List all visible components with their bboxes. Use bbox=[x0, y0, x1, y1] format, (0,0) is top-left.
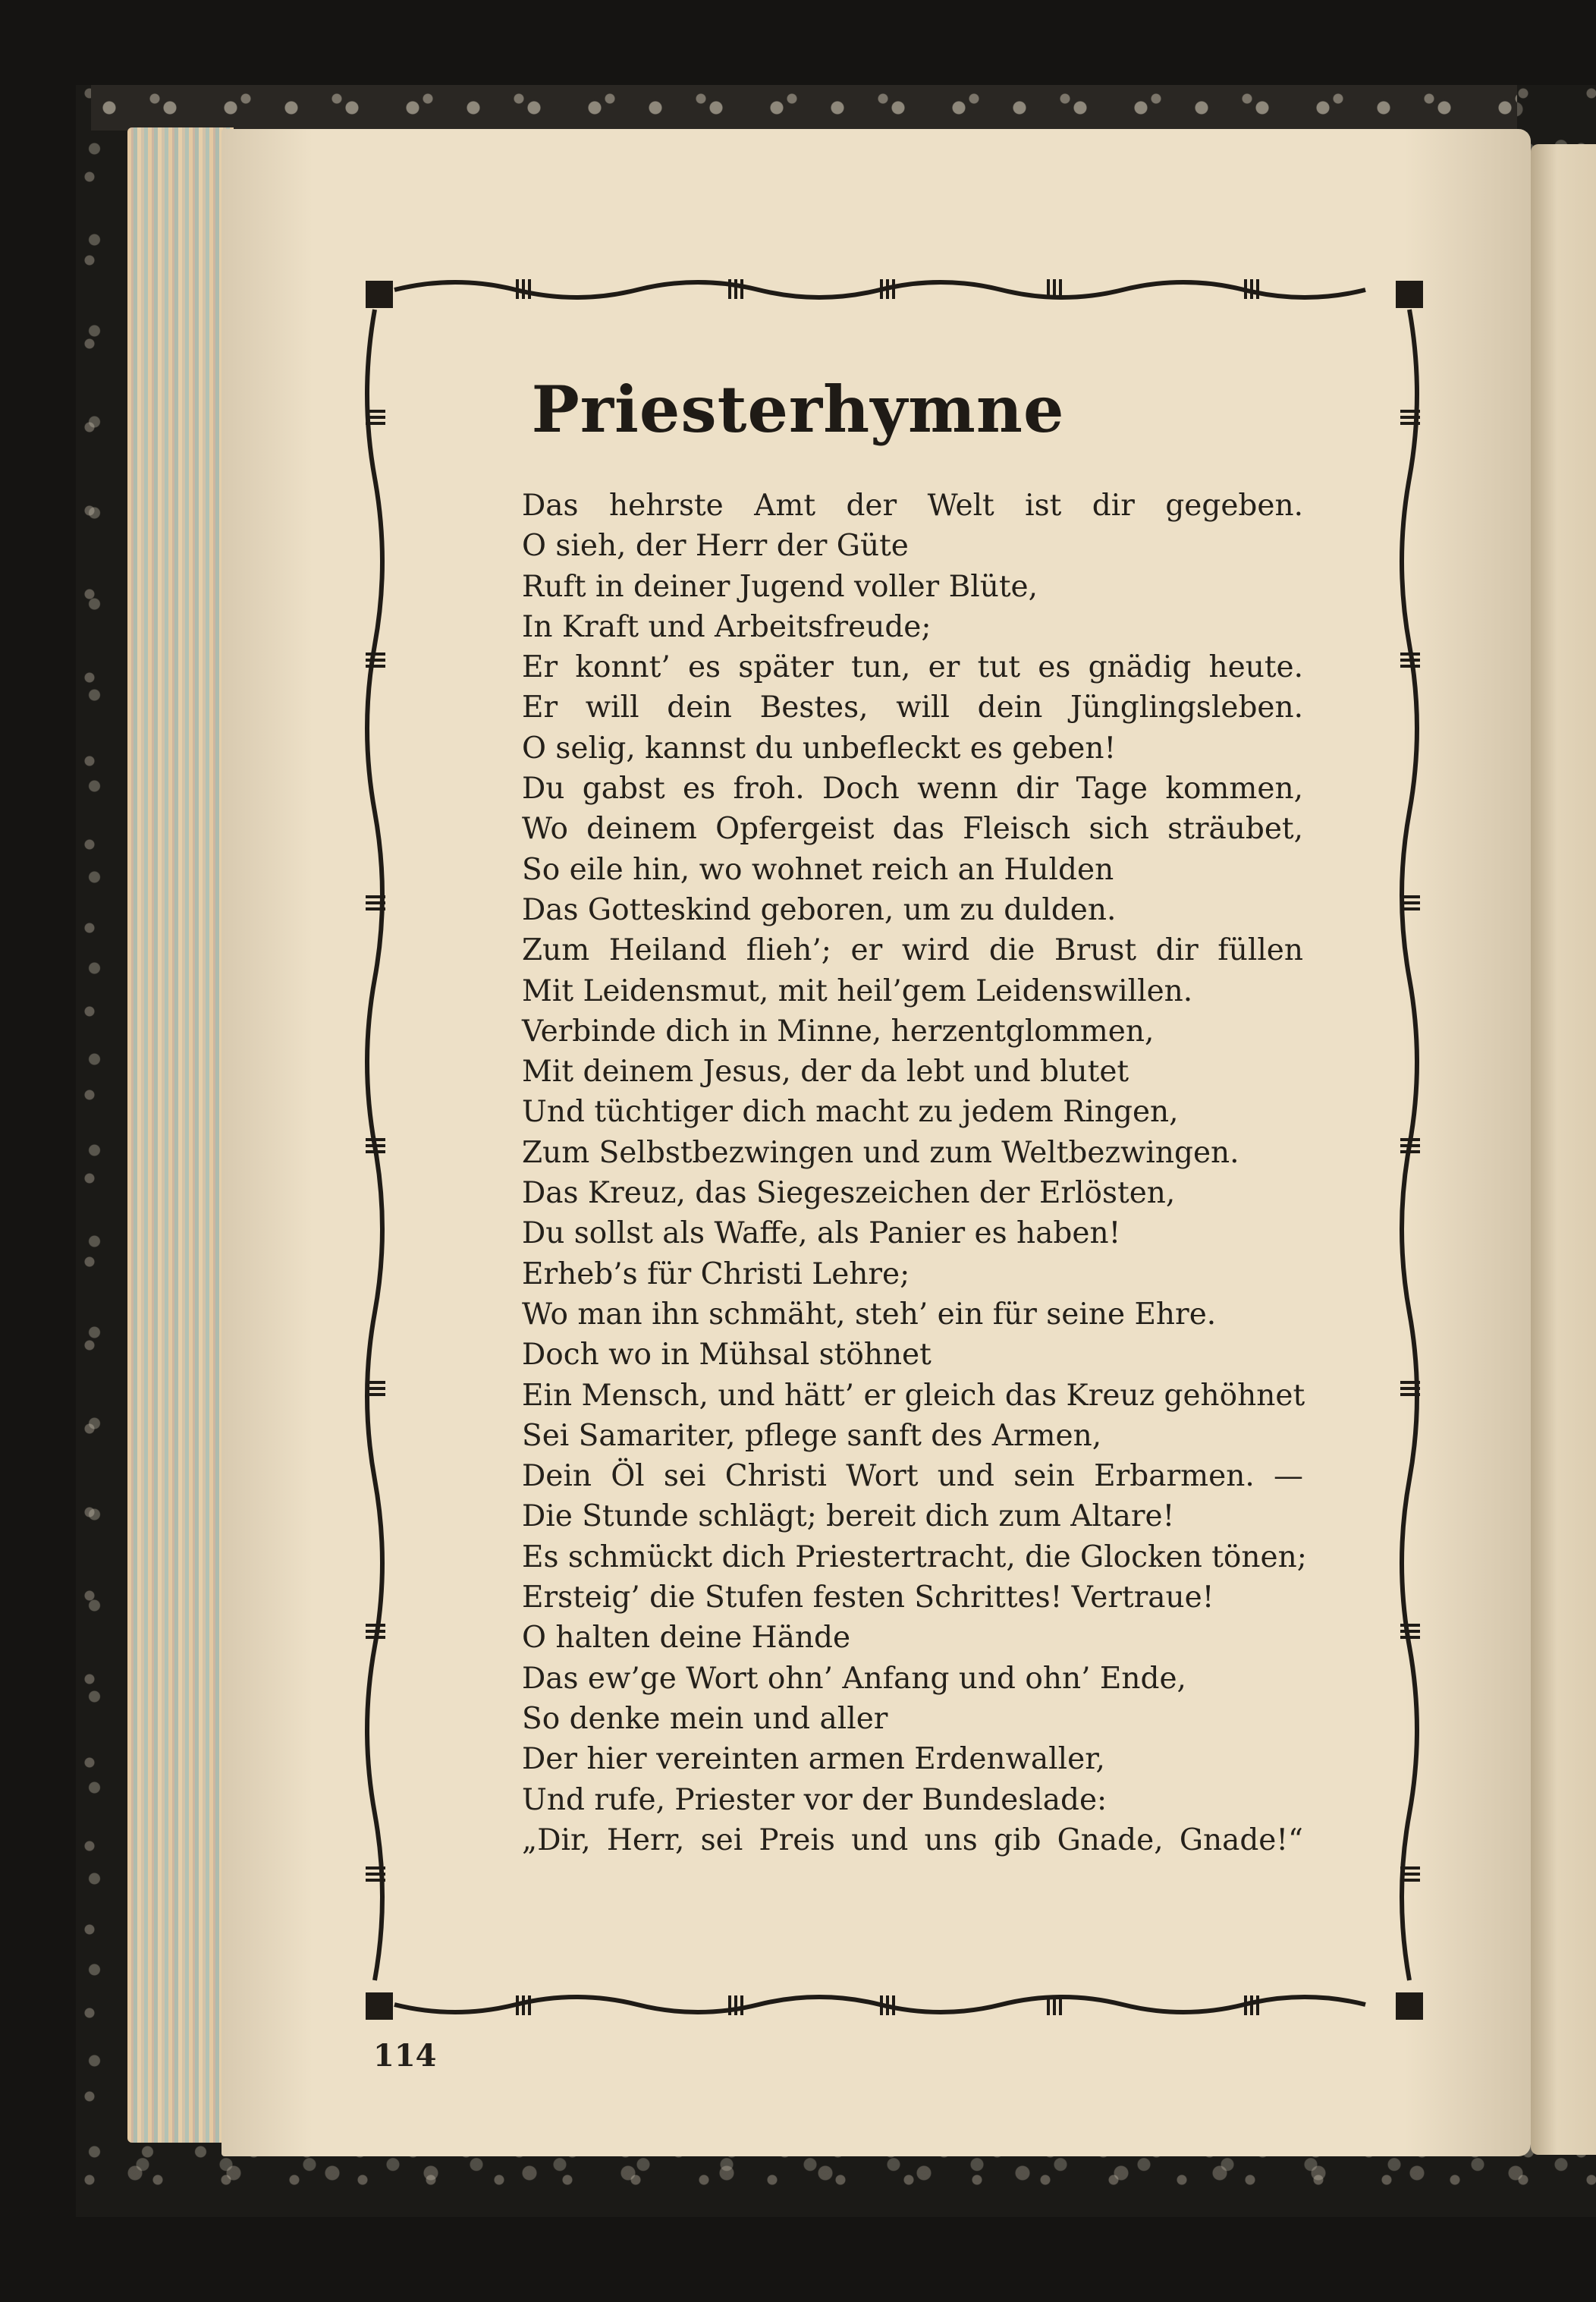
poem-line: Mit Leidensmut, mit heil’gem Leidenswillen. bbox=[522, 973, 1193, 1008]
poem-line: Wo man ihn schmäht, steh’ ein für seine Ehre. bbox=[522, 1297, 1217, 1332]
poem-line: Das Gotteskind geboren, um zu dulden. bbox=[522, 892, 1117, 927]
poem-line: Er konnt’ es später tun, er tut es gnädig heute. bbox=[522, 650, 1303, 685]
poem-line: Es schmückt dich Priestertracht, die Glocken tönen; bbox=[522, 1539, 1307, 1574]
poem-line: Du gabst es froh. Doch wenn dir Tage kommen, bbox=[522, 772, 1303, 807]
poem-line: Du sollst als Waffe, als Panier es haben! bbox=[522, 1216, 1121, 1251]
poem-line: So denke mein und aller bbox=[522, 1701, 888, 1736]
poem-line: Die Stunde schlägt; bereit dich zum Altare! bbox=[522, 1499, 1175, 1534]
poem-line: „Dir, Herr, sei Preis und uns gib Gnade, Gnade!“ bbox=[522, 1822, 1303, 1857]
poem-line: Und rufe, Priester vor der Bundeslade: bbox=[522, 1782, 1107, 1817]
poem-line: Zum Heiland flieh’; er wird die Brust dir füllen bbox=[522, 933, 1303, 968]
poem-line: Zum Selbstbezwingen und zum Weltbezwingen. bbox=[522, 1135, 1239, 1170]
poem-line: Wo deinem Opfergeist das Fleisch sich sträubet, bbox=[522, 812, 1303, 847]
poem-line: Sei Samariter, pflege sanft des Armen, bbox=[522, 1418, 1102, 1453]
poem-line: Er will dein Bestes, will dein Jünglingsleben. bbox=[522, 690, 1303, 725]
poem-line: Ein Mensch, und hätt’ er gleich das Kreuz gehöhnet bbox=[522, 1378, 1305, 1413]
poem-line: Und tüchtiger dich macht zu jedem Ringen, bbox=[522, 1095, 1179, 1130]
poem-line: Dein Öl sei Christi Wort und sein Erbarmen. — bbox=[522, 1459, 1303, 1494]
poem-line: Ruft in deiner Jugend voller Blüte, bbox=[522, 569, 1038, 604]
poem-line: O sieh, der Herr der Güte bbox=[522, 529, 909, 564]
poem-line: Erheb’s für Christi Lehre; bbox=[522, 1256, 910, 1291]
page-number: 114 bbox=[373, 2038, 437, 2074]
poem-line: O halten deine Hände bbox=[522, 1621, 851, 1656]
poem-line: Das hehrste Amt der Welt ist dir gegeben. bbox=[522, 489, 1303, 523]
poem-line: Das Kreuz, das Siegeszeichen der Erlösten, bbox=[522, 1176, 1176, 1211]
poem-line: O selig, kannst du unbefleckt es geben! bbox=[522, 731, 1117, 766]
poem-line: Ersteig’ die Stufen festen Schrittes! Vertraue! bbox=[522, 1580, 1214, 1615]
poem-line: In Kraft und Arbeitsfreude; bbox=[522, 609, 932, 644]
poem-line: Verbinde dich in Minne, herzentglommen, bbox=[522, 1014, 1155, 1049]
poem-title: Priesterhymne bbox=[531, 372, 1065, 447]
poem-line: Der hier vereinten armen Erdenwaller, bbox=[522, 1742, 1105, 1777]
poem-line: Mit deinem Jesus, der da lebt und blutet bbox=[522, 1055, 1129, 1090]
poem-line: So eile hin, wo wohnet reich an Hulden bbox=[522, 852, 1114, 887]
poem-line: Doch wo in Mühsal stöhnet bbox=[522, 1338, 932, 1373]
poem-line: Das ew’ge Wort ohn’ Anfang und ohn’ Ende, bbox=[522, 1661, 1186, 1696]
poem-body bbox=[522, 486, 1307, 1860]
